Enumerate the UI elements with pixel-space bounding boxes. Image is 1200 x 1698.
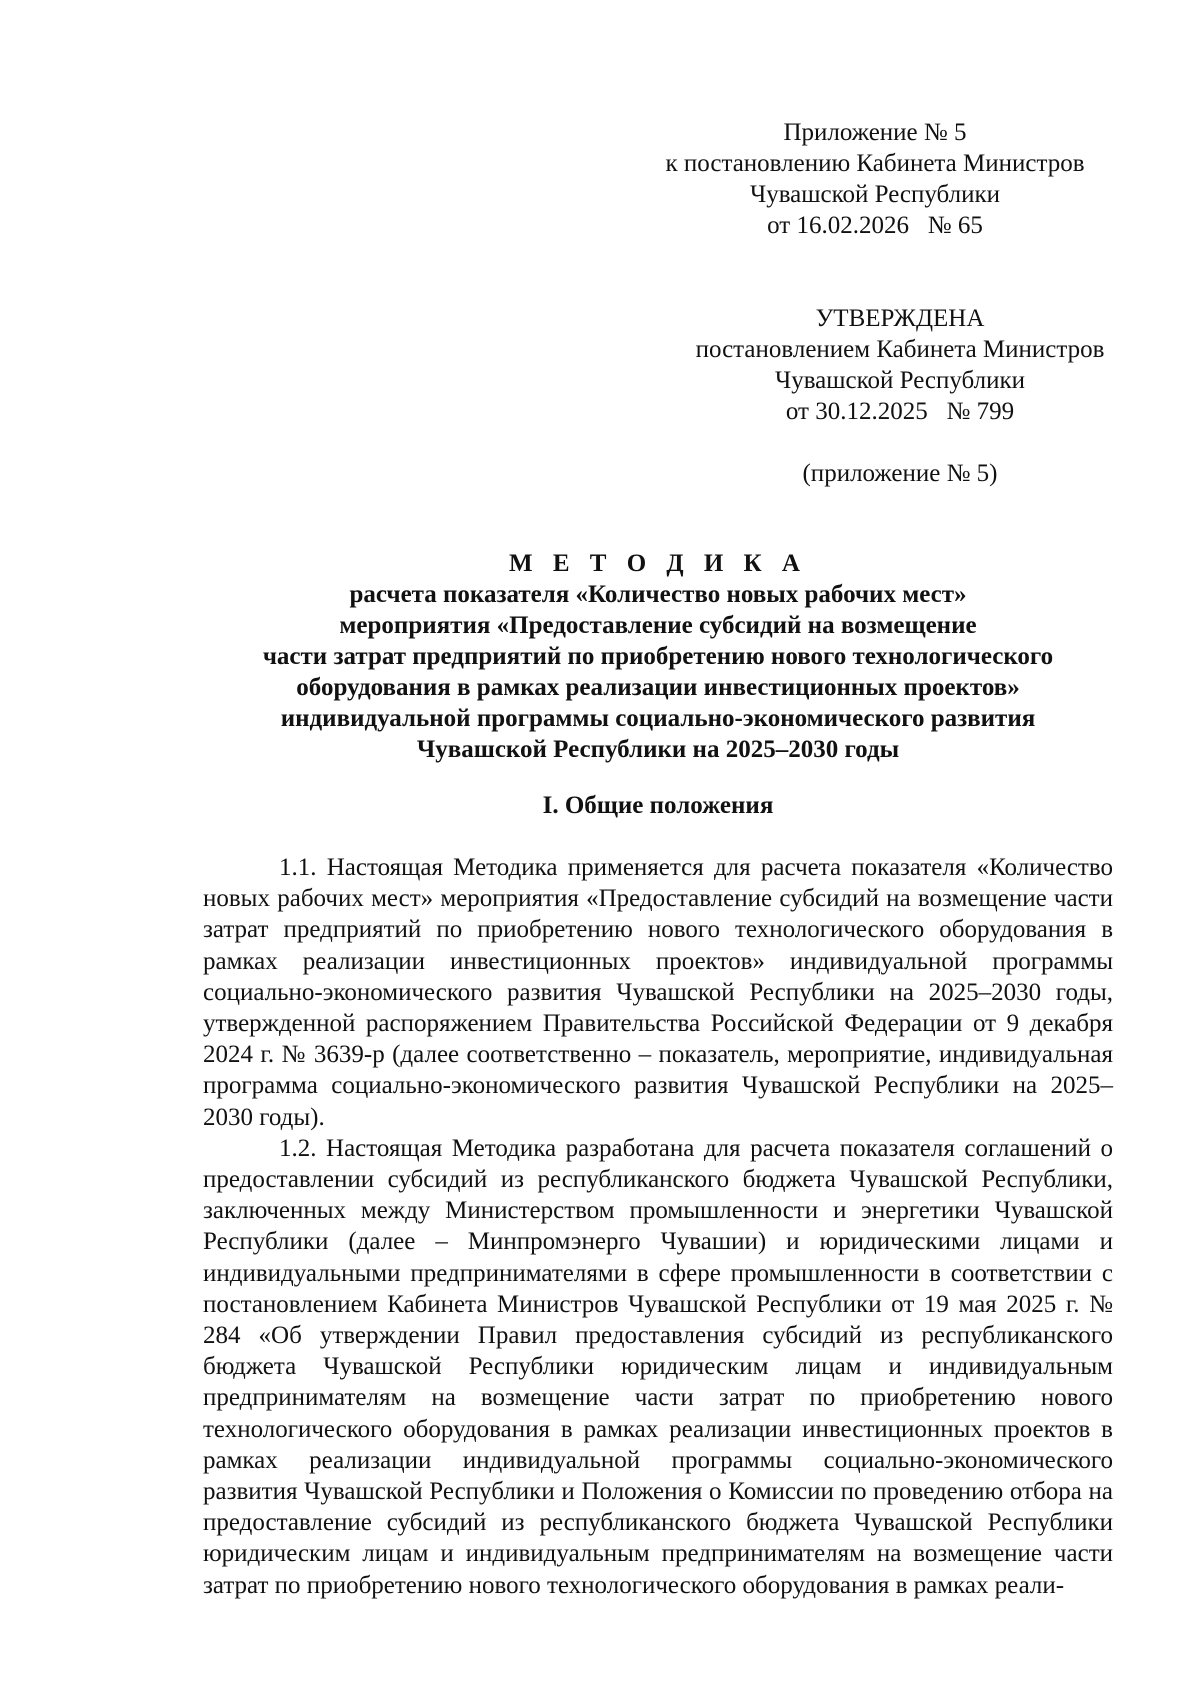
appendix-header-line: к постановлению Кабинета Министров — [665, 150, 1085, 177]
document-title-line: Чувашской Республики на 2025–2030 годы — [416, 736, 900, 763]
document-title-line: мероприятия «Предоставление субсидий на возмещение — [339, 612, 977, 639]
paragraph: 1.2. Настоящая Методика разработана для расчета показателя соглашений о предоставлении субсидий из республиканского бюджета Чувашской Республики, заключенных между Министерством промышленности и энергетики Чувашской Республики (далее – Минпромэнерго Чувашии) и юридическими лицами и индивидуальными предпринимателями в сфере промышленности в соответствии с постановлением Кабинета Министров Чувашской Республики от 19 мая 2025 г. № 284 «Об утверждении Правил предоставления субсидий из республиканского бюджета Чувашской Республики юридическим лицам и индивидуальным предпринимателям на возмещение части затрат по приобретению нового технологического оборудования в рамках реализации инвестиционных проектов в рамках реализации индивидуальной программы социально-экономического развития Чувашской Республики и Положения о Комиссии по проведению отбора на предоставление субсидий из республиканского бюджета Чувашской Республики юридическим лицам и индивидуальным предпринимателям на возмещение части затрат по приобретению нового технологического оборудования в рамках реали- — [203, 1134, 1113, 1599]
appendix-header — [640, 117, 1110, 241]
approval-header-note: (приложение № 5) — [802, 460, 998, 487]
approval-header-line: Чувашской Республики — [774, 367, 1026, 394]
approval-header-line: УТВЕРЖДЕНА — [815, 305, 985, 332]
document-title-line: оборудования в рамках реализации инвестиционных проектов» — [296, 674, 1020, 701]
appendix-header-line: Чувашской Республики — [749, 181, 1001, 208]
appendix-header-line: от 16.02.2026 № 65 — [767, 212, 983, 239]
approval-header-line: постановлением Кабинета Министров — [695, 336, 1105, 363]
appendix-header-line: Приложение № 5 — [783, 119, 967, 146]
section-heading: I. Общие положения — [542, 792, 774, 819]
document-title — [203, 548, 1113, 765]
section-body — [203, 852, 1113, 1601]
document-title-line: части затрат предприятий по приобретению нового технологического — [262, 643, 1054, 670]
document-title-heading: М Е Т О Д И К А — [509, 550, 807, 577]
paragraph: 1.1. Настоящая Методика применяется для расчета показателя «Количество новых рабочих мест» мероприятия «Предоставление субсидий на возмещение части затрат предприятий по приобретению нового технологического оборудования в рамках реализации инвестиционных проектов» индивидуальной программы социально-экономического развития Чувашской Республики на 2025–2030 годы, утвержденной распоряжением Правительства Российской Федерации от 9 декабря 2024 г. № 3639-р (далее соответственно – показатель, мероприятие, индивидуальная программа социально-экономического развития Чувашской Республики на 2025–2030 годы). — [203, 854, 1113, 1131]
approval-header-line: от 30.12.2025 № 799 — [785, 398, 1015, 425]
document-title-line: индивидуальной программы социально-экономического развития — [280, 705, 1036, 732]
document-title-line: расчета показателя «Количество новых рабочих мест» — [349, 581, 967, 608]
approval-header — [665, 303, 1135, 489]
